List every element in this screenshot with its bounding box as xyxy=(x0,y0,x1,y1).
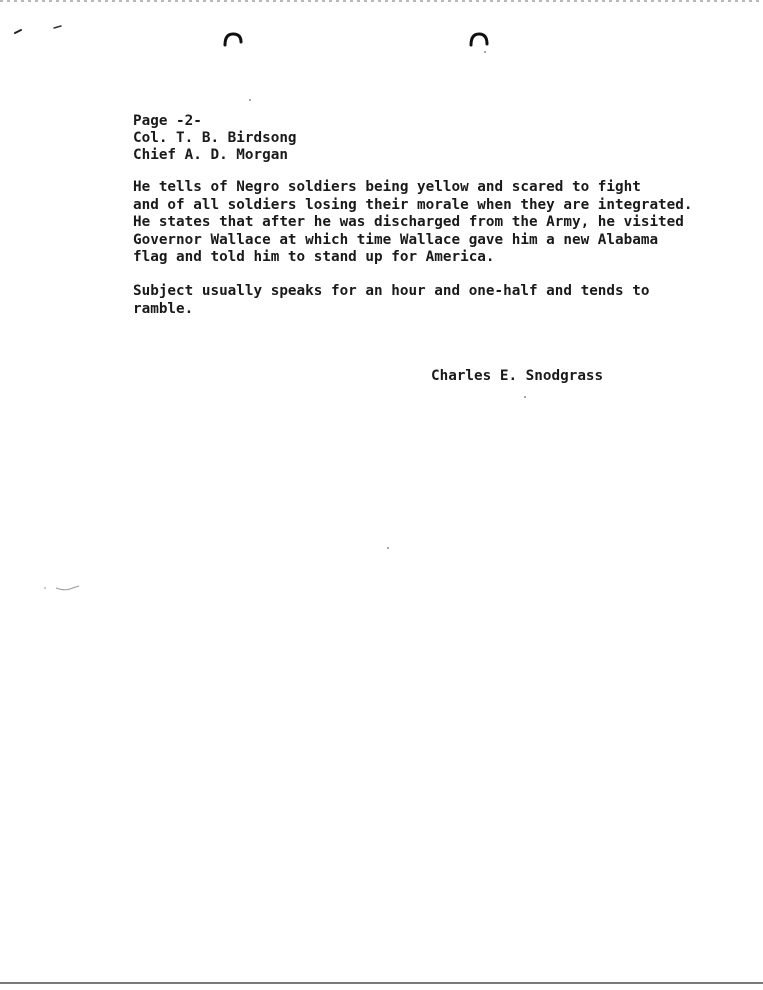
paragraph-1-line: He states that after he was discharged from the Army, he visited xyxy=(133,214,684,230)
recipient-line-2: Chief A. D. Morgan xyxy=(133,147,288,163)
scan-edge-bottom xyxy=(0,982,763,984)
scan-smudge xyxy=(42,582,82,594)
paragraph-1-line: and of all soldiers losing their morale when they are integrated. xyxy=(133,196,693,213)
paragraph-2-line: ramble. xyxy=(133,300,194,317)
paragraph-2-line: Subject usually speaks for an hour and one-half and tends to xyxy=(133,283,650,299)
recipient-line-1: Col. T. B. Birdsong xyxy=(133,130,297,146)
scan-dot xyxy=(524,396,526,398)
scan-edge-top xyxy=(0,0,763,2)
signature-name: Charles E. Snodgrass xyxy=(431,368,604,384)
punch-hole-right-icon xyxy=(468,29,490,51)
scan-dot xyxy=(387,547,389,549)
paragraph-1-line: Governor Wallace at which time Wallace gave him a new Alabama xyxy=(133,231,659,248)
page-number-label: Page -2- xyxy=(133,113,202,129)
punch-hole-left-icon xyxy=(222,29,244,51)
scan-dot xyxy=(249,99,251,101)
scan-speck-marks xyxy=(12,20,72,40)
paragraph-1-line: flag and told him to stand up for America. xyxy=(133,249,495,265)
paragraph-1-line: He tells of Negro soldiers being yellow and scared to fight xyxy=(133,179,641,195)
scan-dot xyxy=(484,51,486,53)
